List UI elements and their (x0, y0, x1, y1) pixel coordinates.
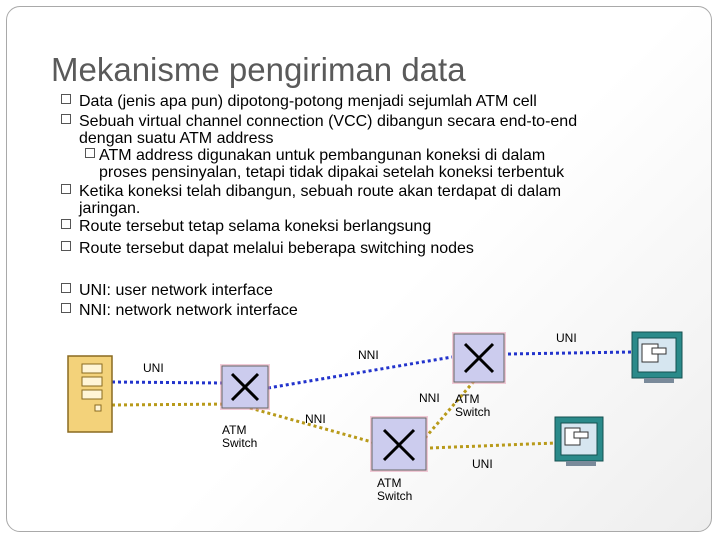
server-icon (68, 356, 112, 432)
slide-title: Mekanisme pengiriman data (51, 51, 466, 88)
workstation-top-icon (632, 332, 682, 383)
bullet-5: Route tersebut dapat melalui beberapa switching nodes (79, 240, 474, 257)
atm-switch-right-icon (452, 332, 506, 384)
label-uni-top-right: UNI (556, 331, 577, 345)
blue-link-switch-pc (508, 352, 632, 354)
bullet-2-sub: ATM address digunakan untuk pembangunan koneksi di dalam proses pensinyalan, tetapi tidak dipakai setelah koneksi terbentuk (99, 147, 564, 181)
label-nni-lower: NNI (305, 412, 326, 426)
workstation-bottom-icon (555, 417, 603, 466)
label-switch-bottom: Switch (377, 489, 413, 503)
gold-link-switch-pc (430, 443, 555, 448)
label-uni-bottom-right: UNI (472, 457, 493, 471)
atm-switch-bottom-icon (370, 416, 428, 472)
bullet-1: Data (jenis apa pun) dipotong-potong menjadi sejumlah ATM cell (79, 93, 537, 110)
bullet-6: UNI: user network interface (79, 282, 273, 299)
blue-link-server-switch (112, 382, 222, 383)
label-atm-left: ATM (222, 423, 247, 437)
bullet-3: Ketika koneksi telah dibangun, sebuah route akan terdapat di dalam jaringan. (79, 183, 561, 217)
label-switch-left: Switch (222, 436, 258, 450)
gold-link-server-switch (112, 404, 235, 405)
label-switch-right: Switch (455, 405, 491, 419)
label-nni-mid: NNI (419, 391, 440, 405)
label-uni-left: UNI (143, 361, 164, 375)
label-atm-right: ATM (455, 392, 480, 406)
bullet-7: NNI: network network interface (79, 302, 298, 319)
label-nni-top: NNI (358, 348, 379, 362)
label-atm-bottom: ATM (377, 476, 402, 490)
bullet-2: Sebuah virtual channel connection (VCC) dibangun secara end-to-end dengan suatu ATM address (79, 113, 577, 147)
bullet-4: Route tersebut tetap selama koneksi berlangsung (79, 218, 431, 235)
atm-switch-left-icon (220, 364, 270, 410)
